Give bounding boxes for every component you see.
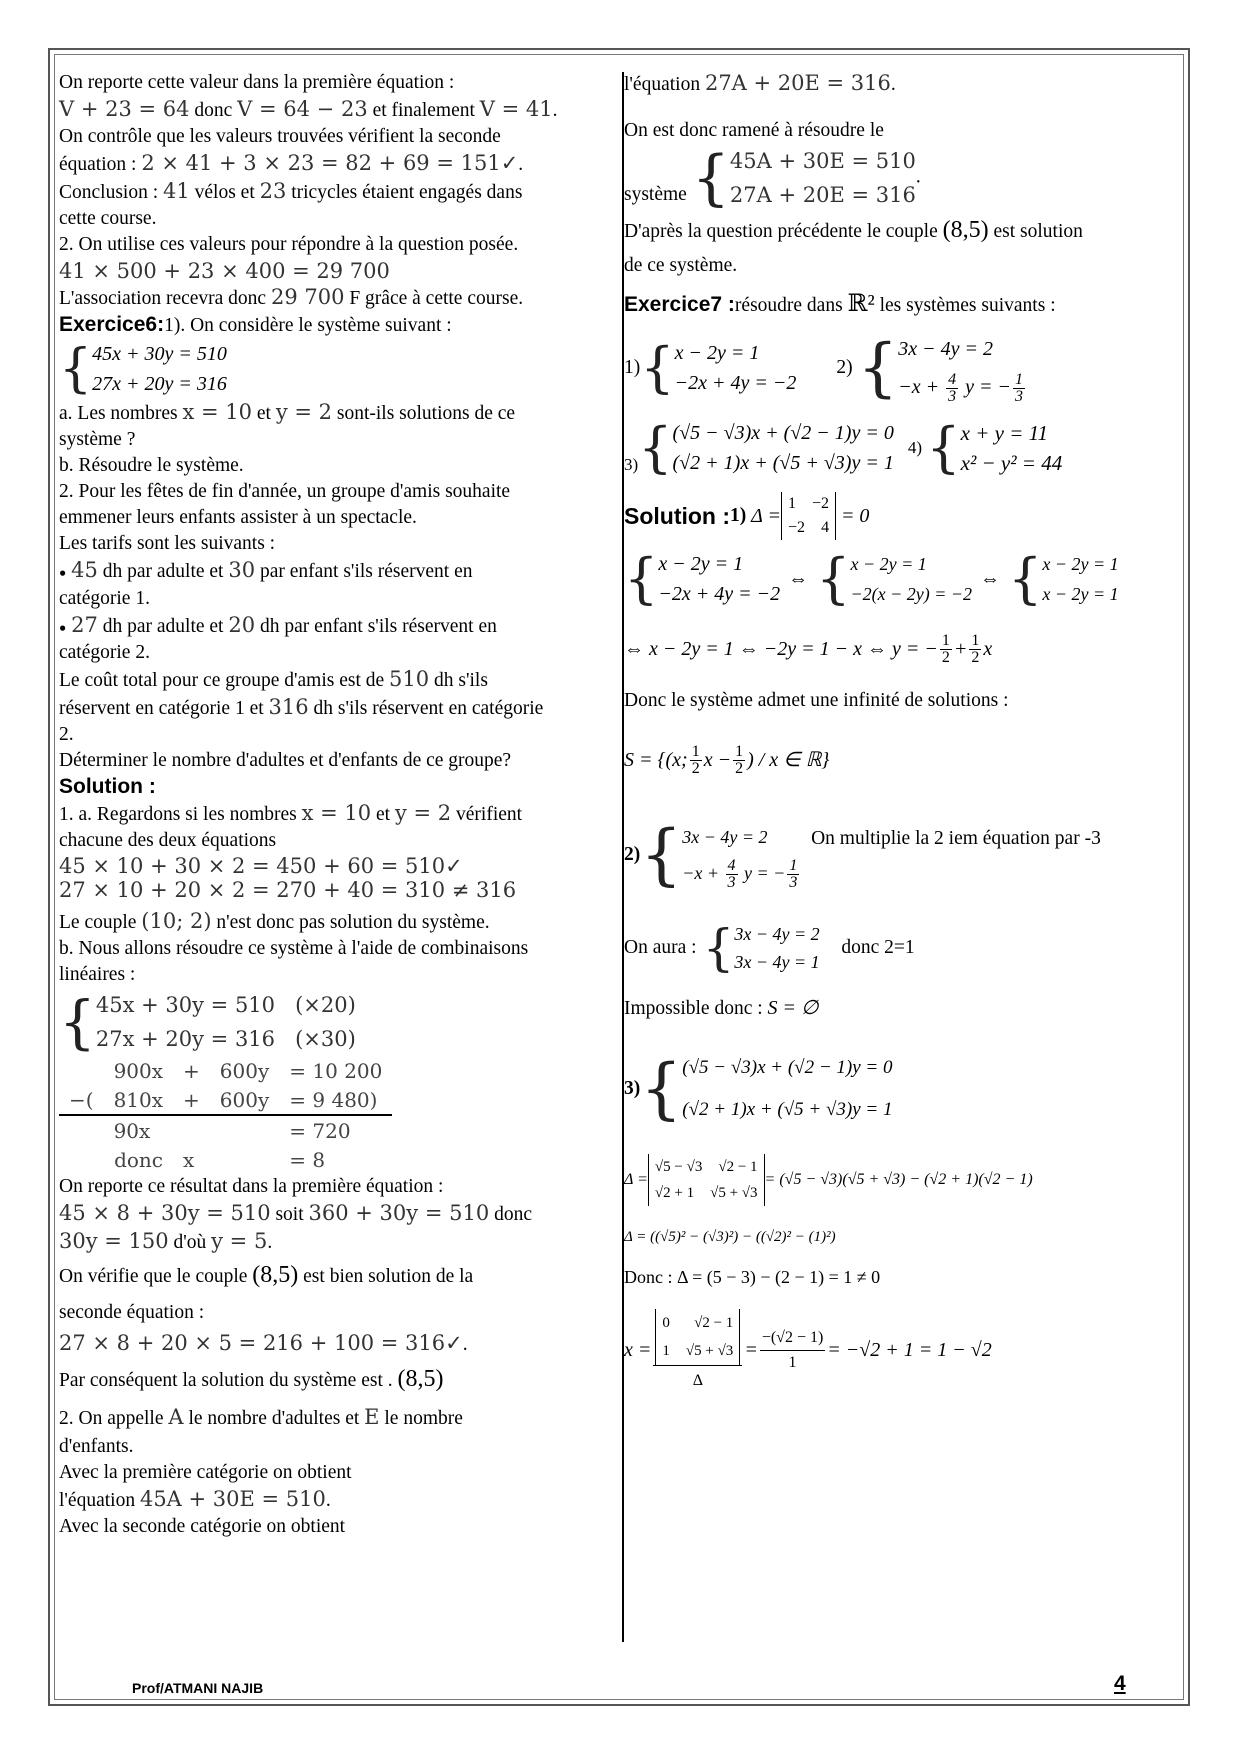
text-line: système ? (59, 429, 136, 450)
delta-expansion: Δ = ((√5)² − (√3)²) − ((√2)² − (1)²) (624, 1229, 836, 1245)
math-line: 41 × 500 + 23 × 400 = 29 700 (59, 259, 390, 283)
right-column (624, 70, 1180, 1405)
calc-row: 900x + 600y = 10 200 (113, 1058, 383, 1083)
text-line: Les tarifs sont les suivants : (59, 533, 276, 554)
text-line: chacune des deux équations (59, 830, 277, 852)
solution-1-heading: Solution : 1) Δ = 1 −2 −2 4 = 0 (624, 488, 1180, 544)
text-line: Avec la première catégorie on obtient (59, 1462, 352, 1484)
text-line: 30y = 150 d'où y = 5. (59, 1229, 273, 1254)
exercise-7-systems-row1 (624, 328, 1180, 408)
system-1: { 45x + 30y = 510 27x + 20y = 316 (59, 339, 227, 399)
system-2: 2) { 3x − 4y = 2 −x + $\frac{4}{3}$ y = − $\frac{1}{3}$ (836, 331, 1023, 405)
bullet-item: ● 27 dh par adulte et 20 dh par enfant s'ils réservent en (59, 612, 497, 637)
determinant-1: 1 −2 −2 4 (781, 492, 836, 540)
text-line: On vérifie que le couple (8,5) est bien solution de la (59, 1262, 474, 1289)
x-solution: x = 0 √2 − 1 1 √5 + √3 Δ = $\frac{-(√2 - 1)}{1}$ = −√2 + 1 = 1 − √2 (624, 1295, 1180, 1405)
delta-result: Donc : Δ = (5 − 3) − (2 − 1) = 1 ≠ 0 (624, 1267, 881, 1287)
text-line: 45 × 8 + 30y = 510 soit 360 + 30y = 510 donc (59, 1201, 532, 1226)
system-4: 4) { x + y = 11 x² − y² = 44 (907, 416, 1063, 479)
text-line: cette course. (59, 208, 157, 229)
on-aura-line: On aura : { 3x − 4y = 2 3x − 4y = 1 donc 2=1 (624, 919, 915, 977)
text-line: Avec la seconde catégorie on obtient (59, 1516, 346, 1538)
system-2-solution: 2) { 3x − 4y = 2 −x + $\frac{4}{3}$ y = − $\frac{1}{3}$ On multiplie la 2 iem équation par -3 (624, 816, 1101, 893)
math-line: 27 × 8 + 20 × 5 = 216 + 100 = 316✓. (59, 1331, 468, 1356)
text-line: réservent en catégorie 1 et 316 dh s'ils réservent en catégorie (59, 695, 544, 720)
text-line: Conclusion : 41 vélos et 23 tricycles étaient engagés dans (59, 179, 523, 203)
text-line: 2. On utilise ces valeurs pour répondre à la question posée. (59, 234, 519, 255)
page-number: 4 (1114, 1672, 1126, 1695)
exercise-7-systems-row2 (624, 408, 1180, 488)
text-line: Donc le système admet une infinité de solutions : (624, 690, 1009, 711)
text-line: 2. Pour les fêtes de fin d'année, un groupe d'amis souhaite (59, 481, 511, 502)
text-line: de ce système. (624, 255, 738, 276)
text-line: b. Nous allons résoudre ce système à l'aide de combinaisons (59, 938, 529, 960)
text-line: 2. On appelle A le nombre d'adultes et E le nombre (59, 1405, 463, 1430)
text-line: Le coût total pour ce groupe d'amis est de 510 dh s'ils (59, 667, 488, 692)
text-line: emmener leurs enfants assister à un spectacle. (59, 507, 417, 528)
text-line: 1. a. Regardons si les nombres x = 10 et y = 2 vérifient (59, 801, 523, 826)
text-line: l'équation 45A + 30E = 510. (59, 1487, 331, 1512)
left-column (59, 70, 619, 1540)
text-line: On reporte ce résultat dans la première équation : (59, 1176, 444, 1198)
equivalence-line: ⇔ x − 2y = 1 ⇔ −2y = 1 − x ⇔ y = − $\frac{1}{2}$ + $\frac{1}{2}$ x (624, 631, 993, 666)
delta-line: Δ = √5 − √3 √2 − 1 √2 + 1 √5 + √3 = (√5 − √3)(√5 + √3) − (√2 + 1)(√2 − 1) (624, 1145, 1180, 1215)
text-line: D'après la question précédente le couple (8,5) est solution (624, 217, 1083, 243)
combination-table (59, 1056, 392, 1174)
text-line: catégorie 2. (59, 642, 150, 664)
text-line: 2. (59, 724, 74, 746)
system-AE: système { 45A + 30E = 510 27A + 20E = 316 . (624, 143, 921, 213)
combination-system: { 45x + 30y = 510 (×20) 27x + 20y = 316 (×30) (59, 988, 356, 1057)
solution-set-1: S = {(x; $\frac{1}{2}$ x − $\frac{1}{2}$ ) / x ∈ ℝ} (624, 742, 830, 777)
text-line: d'enfants. (59, 1436, 134, 1458)
equivalence-chain: { x − 2y = 1 −2x + 4y = −2 ⇔ { x − 2y = 1 −2(x − 2y) = −2 ⇔ { x − 2y = 1 x − 2y = 1 (624, 547, 1119, 610)
text-line: On reporte cette valeur dans la première équation : (59, 72, 455, 93)
exercise-6-heading: Exercice6:1). On considère le système suivant : (59, 313, 452, 336)
calc-row: −( 810x + 600y = 9 480) (59, 1085, 392, 1115)
math-line: 45 × 10 + 30 × 2 = 450 + 60 = 510✓ (59, 854, 463, 879)
text-line: Le couple (10; 2) n'est donc pas solution du système. (59, 909, 490, 934)
text-line: équation : 2 × 41 + 3 × 23 = 82 + 69 = 151✓. (59, 151, 524, 175)
calc-row: donc x = 8 (114, 1147, 326, 1172)
text-line: V + 23 = 64 donc V = 64 − 23 et finalement V = 41. (59, 97, 558, 121)
text-line: Déterminer le nombre d'adultes et d'enfants de ce groupe? (59, 750, 512, 772)
text-line: a. Les nombres x = 10 et y = 2 sont-ils solutions de ce (59, 400, 516, 424)
bullet-item: ● 45 dh par adulte et 30 par enfant s'ils réservent en (59, 558, 473, 582)
exercise-7-heading: Exercice7 :résoudre dans ℝ² les systèmes suivants : (624, 291, 1056, 317)
calc-row: 90x = 720 (113, 1118, 351, 1143)
solution-heading: Solution : (59, 775, 156, 799)
author-footer: Prof/ATMANI NAJIB (132, 1680, 264, 1696)
system-3-solution: 3) { (√5 − √3)x + (√2 − 1)y = 0 (√2 + 1)x + (√5 + √3)y = 1 (624, 1050, 893, 1127)
text-line: Par conséquent la solution du système est . (8,5) (59, 1366, 444, 1393)
math-line: 27 × 10 + 20 × 2 = 270 + 40 = 310 ≠ 316 (59, 878, 517, 903)
text-line: On contrôle que les valeurs trouvées vérifient la seconde (59, 126, 501, 147)
text-line: seconde équation : (59, 1302, 205, 1324)
text-line: On est donc ramené à résoudre le (624, 120, 884, 141)
system-3: 3) { (√5 − √3)x + (√2 − 1)y = 0 (√2 + 1)x + (√5 + √3)y = 1 (624, 416, 894, 479)
text-line: Impossible donc : S = ∅ (624, 997, 819, 1019)
text-line: linéaires : (59, 964, 136, 986)
system-1: 1) { x − 2y = 1 −2x + 4y = −2 (624, 336, 797, 399)
text-line: l'équation 27A + 20E = 316. (624, 71, 896, 95)
text-line: catégorie 1. (59, 587, 150, 609)
text-line: L'association recevra donc 29 700 F grâce à cette course. (59, 285, 524, 309)
text-line: b. Résoudre le système. (59, 455, 244, 476)
